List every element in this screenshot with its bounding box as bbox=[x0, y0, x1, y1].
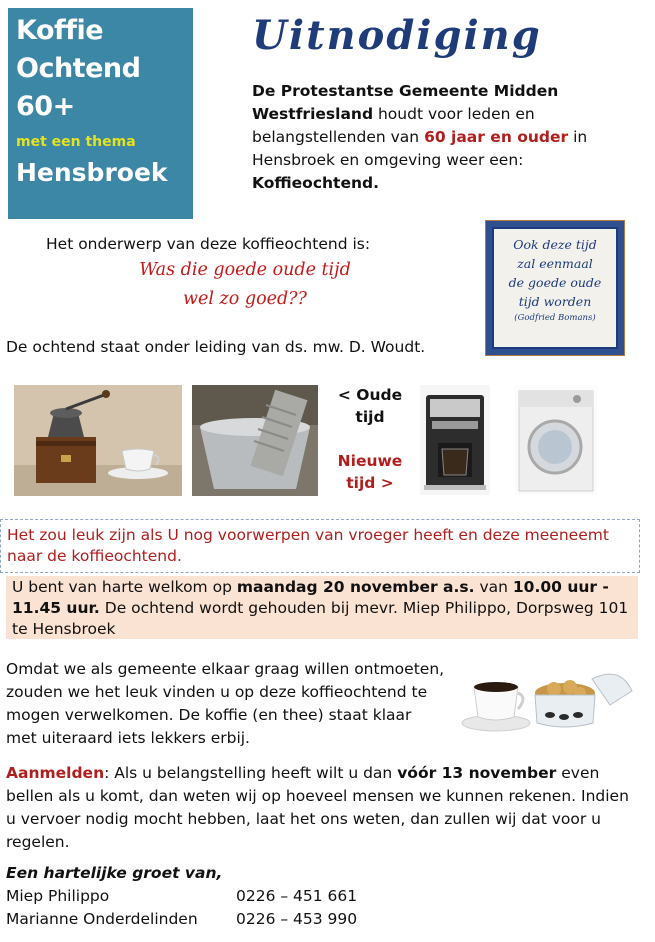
signup-text-1: : Als u belangstelling heeft wilt u dan bbox=[104, 764, 398, 782]
coffee-machine-photo bbox=[420, 385, 490, 495]
welcome-date: maandag 20 november a.s. bbox=[236, 578, 475, 596]
intro-org: De Protestantse Gemeente Midden Westfriesland bbox=[252, 82, 559, 123]
topic-question-line-1: Was die goede oude tijd bbox=[139, 260, 351, 280]
objects-note: Het zou leuk zijn als U nog voorwerpen van vroeger heeft en deze meeneemt naar de koffieochtend. bbox=[0, 519, 640, 573]
wash-tub-photo bbox=[192, 385, 318, 496]
quote-tile-inner bbox=[492, 227, 618, 349]
welcome-text-3: De ochtend wordt gehouden bij mevr. Miep Philippo, Dorpsweg 101 te Hensbroek bbox=[12, 599, 629, 638]
meeting-paragraph: Omdat we als gemeente elkaar graag willen ontmoeten, zouden we het leuk vinden u op deze koffieochtend te mogen verwelkomen. De koffie (en thee) staat klaar met uiteraard iets lekkers erbij. bbox=[6, 660, 445, 747]
signup-paragraph bbox=[6, 762, 641, 854]
intro-age: 60 jaar en ouder bbox=[424, 128, 569, 146]
logo-theme: met een thema bbox=[16, 134, 136, 150]
logo-line-60plus: 60+ bbox=[16, 91, 75, 122]
washing-machine-photo bbox=[515, 385, 597, 495]
welcome-text-2: van bbox=[474, 578, 513, 596]
contact-name: Marianne Onderdelinden bbox=[6, 910, 198, 928]
signup-text-2: even bellen als u komt, dan weten wij op hoeveel mensen we kunnen rekenen. Indien u vervoer nodig mocht hebben, laat het ons weten, dan zullen wij dat voor u regelen. bbox=[6, 764, 629, 851]
contact-name: Miep Philippo bbox=[6, 887, 110, 905]
contact-phone: 0226 – 453 990 bbox=[236, 910, 358, 928]
welcome-time: 10.00 uur - 11.45 uur. bbox=[12, 578, 609, 617]
logo-line-koffie: Koffie bbox=[16, 15, 104, 46]
old-time-label-line-2: tijd bbox=[355, 408, 385, 426]
topic-question bbox=[110, 256, 380, 314]
coffee-grinder-photo bbox=[14, 385, 182, 496]
logo-line-ochtend: Ochtend bbox=[16, 53, 141, 84]
new-time-label-line-2: tijd > bbox=[346, 474, 394, 492]
quote-tile bbox=[485, 220, 625, 356]
logo-place: Hensbroek bbox=[16, 158, 168, 187]
quote-line-4: tijd worden bbox=[518, 294, 592, 309]
quote-line-2: zal eenmaal bbox=[517, 256, 593, 271]
contact-row bbox=[6, 887, 357, 905]
leader-text: De ochtend staat onder leiding van ds. mw. D. Woudt. bbox=[6, 338, 426, 356]
logo-block bbox=[8, 8, 193, 219]
page-title: Uitnodiging bbox=[252, 12, 542, 59]
welcome-text-1: U bent van harte welkom op bbox=[12, 578, 237, 596]
welcome-box bbox=[6, 576, 638, 639]
topic-lead: Het onderwerp van deze koffieochtend is: bbox=[46, 235, 371, 253]
old-time-label-line-1: < Oude bbox=[337, 386, 403, 404]
old-time-label bbox=[330, 384, 410, 428]
new-time-label bbox=[330, 450, 410, 494]
intro-event: Koffieochtend. bbox=[252, 174, 379, 192]
contact-phone: 0226 – 451 661 bbox=[236, 887, 358, 905]
coffee-and-cookies-photo bbox=[460, 665, 635, 740]
new-time-label-line-1: Nieuwe bbox=[337, 452, 403, 470]
intro-text-2: in Hensbroek en omgeving weer een: bbox=[252, 128, 588, 169]
quote-line-1: Ook deze tijd bbox=[513, 237, 597, 252]
topic-question-line-2: wel zo goed?? bbox=[183, 289, 307, 309]
quote-author: (Godfried Bomans) bbox=[514, 313, 596, 323]
signup-label: Aanmelden bbox=[6, 764, 105, 782]
intro-paragraph bbox=[252, 80, 642, 195]
quote-line-3: de goede oude bbox=[508, 275, 602, 290]
greeting: Een hartelijke groet van, bbox=[6, 864, 223, 882]
contact-row bbox=[6, 910, 357, 928]
intro-text-1: houdt voor leden en belangstellenden van bbox=[252, 105, 535, 146]
signup-deadline: vóór 13 november bbox=[397, 764, 557, 782]
